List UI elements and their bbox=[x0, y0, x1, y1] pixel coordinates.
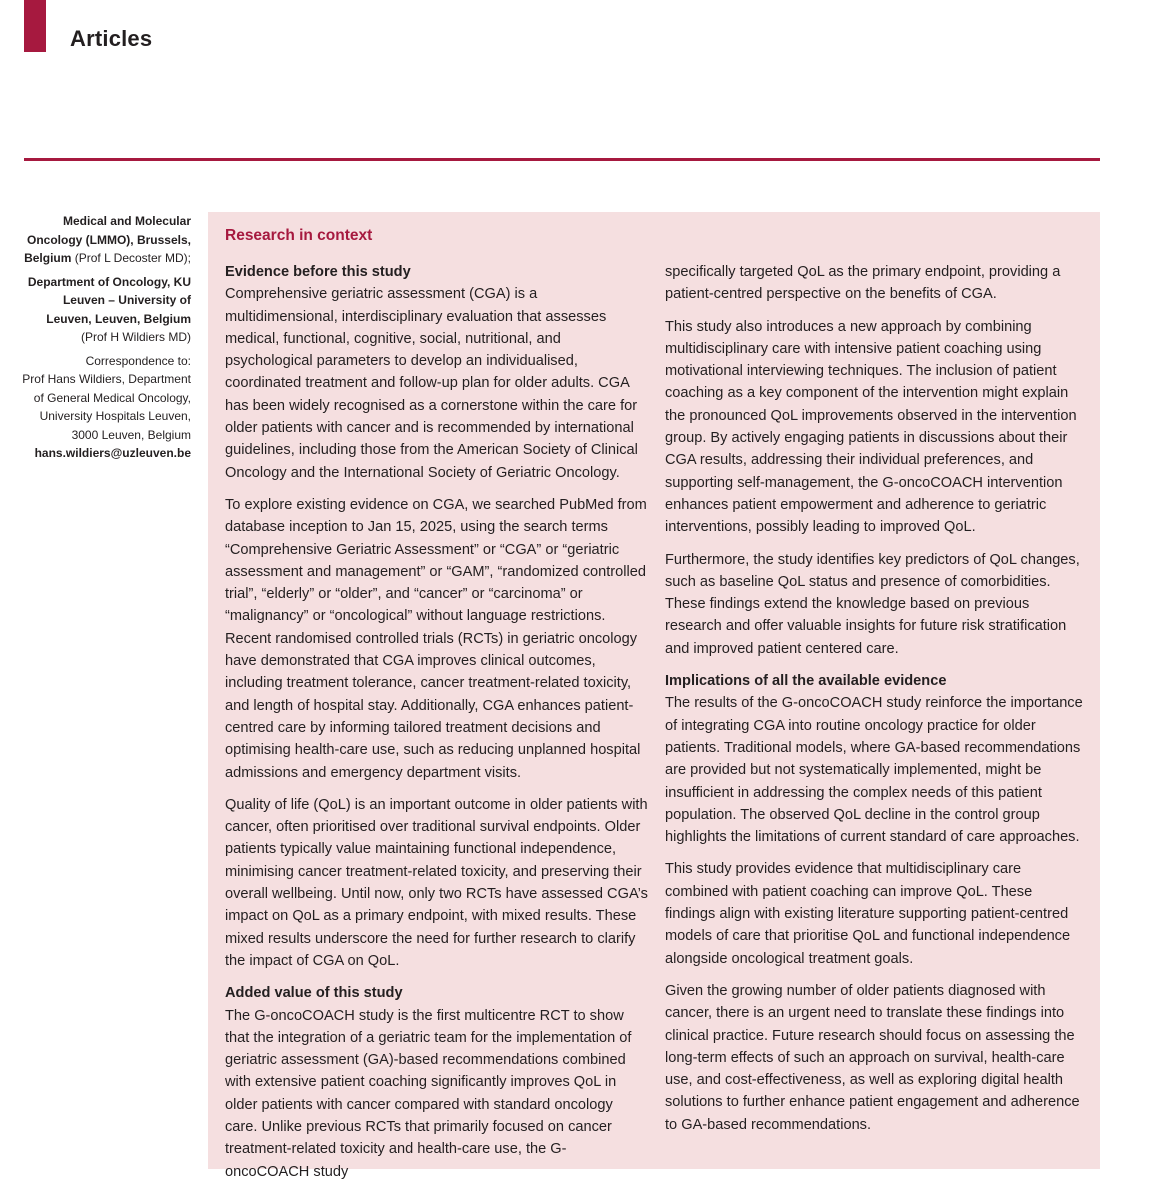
email-text[interactable]: hans.wildiers@uzleuven.be bbox=[34, 446, 191, 460]
panel-left-column bbox=[225, 261, 648, 1193]
correspondence-email[interactable] bbox=[18, 444, 191, 463]
affiliation-2 bbox=[18, 273, 191, 347]
correspondence-address: Prof Hans Wildiers, Department of General Medical Oncology, University Hospitals Leuven, 3000 Leuven, Belgium bbox=[22, 372, 191, 442]
section-label: Articles bbox=[70, 26, 153, 51]
evidence-paragraph-1: Comprehensive geriatric assessment (CGA) is a multidimensional, interdisciplinary evaluation that assesses medical, functional, cognitive, social, nutritional, and psychological parameters to develop an individualised, coordinated treatment and follow-up plan for older adults. CGA has been widely recognised as a cornerstone within the care for older patients with cancer and is recommended by international guidelines, including those from the American Society of Clinical Oncology and the International Society of Geriatric Oncology. bbox=[225, 286, 638, 481]
implications-paragraph-3: Given the growing number of older patients diagnosed with cancer, there is an urgent need to translate these findings into clinical practice. Future research should focus on assessing the long-term effects of such an approach on survival, health-care use, and cost-effectiveness, as well as exploring digital health solutions to further enhance patient engagement and adherence to GA-based recommendations. bbox=[665, 982, 1080, 1133]
correspondence-label: Correspondence to: bbox=[85, 353, 191, 368]
added-value-paragraph-2: This study also introduces a new approach by combining multidisciplinary care with intensive patient coaching using motivational interviewing techniques. The inclusion of patient coaching as a key component of the intervention might explain the pronounced QoL improvements observed in the intervention group. By actively engaging patients in discussions about their CGA results, addressing their individual preferences, and supporting self-management, the G-oncoCOACH intervention enhances patient empowerment and adherence to geriatric interventions, possibly leading to improved QoL. bbox=[665, 318, 1077, 536]
added-value-paragraph-1-end: specifically targeted QoL as the primary endpoint, providing a patient-centred perspective on the benefits of CGA. bbox=[665, 264, 1061, 303]
affiliation-2-person: (Prof H Wildiers MD) bbox=[81, 330, 191, 344]
added-value-heading: Added value of this study bbox=[225, 985, 403, 1002]
affiliation-1 bbox=[18, 212, 191, 268]
panel-title: Research in context bbox=[225, 227, 373, 244]
header-rule bbox=[24, 158, 1100, 161]
affiliation-2-institution: Department of Oncology, KU Leuven – University of Leuven, Leuven, Belgium bbox=[27, 274, 191, 326]
added-value-paragraph-1-start: The G-oncoCOACH study is the first multicentre RCT to show that the integration of a geriatric team for the implementation of geriatric assessment (GA)-based recommendations combined with extensive patient coaching significantly improves QoL in older patients with cancer compared with standard oncology care. Unlike previous RCTs that primarily focused on cancer treatment-related toxicity and health-care use, the G-oncoCOACH study bbox=[225, 1007, 632, 1180]
evidence-heading: Evidence before this study bbox=[225, 264, 411, 280]
implications-heading: Implications of all the available evidence bbox=[665, 673, 947, 690]
added-value-paragraph-3: Furthermore, the study identifies key predictors of QoL changes, such as baseline QoL status and presence of comorbidities. These findings extend the knowledge based on previous research and offer valuable insights for future risk stratification and improved patient centered care. bbox=[665, 551, 1080, 657]
affiliation-1-person: (Prof L Decoster MD); bbox=[74, 251, 191, 265]
research-in-context-panel bbox=[208, 212, 1100, 1180]
journal-color-tab bbox=[24, 0, 46, 52]
evidence-paragraph-2: To explore existing evidence on CGA, we searched PubMed from database inception to Jan 15, 2025, using the search terms “Comprehensive Geriatric Assessment” or “CGA” or “geriatric assessment and management” or “GAM”, “randomized controlled trial”, “elderly” or “older”, and “cancer” or “carcinoma” or “malignancy” or “oncological” without language restrictions. Recent randomised controlled trials (RCTs) in geriatric oncology have demonstrated that CGA improves clinical outcomes, including treatment tolerance, cancer treatment-related toxicity, and length of hospital stay. Additionally, CGA enhances patient-centred care by informing tailored treatment decisions and optimising health-care use, such as reducing unplanned hospital admissions and emergency department visits. bbox=[225, 496, 647, 781]
author-affiliations-sidebar bbox=[18, 212, 191, 463]
evidence-paragraph-3: Quality of life (QoL) is an important outcome in older patients with cancer, often prioritised over traditional survival endpoints. Older patients typically value maintaining functional independence, minimising cancer treatment-related toxicity, and preserving their overall wellbeing. Until now, only two RCTs have assessed CGA’s impact on QoL as a primary endpoint, with mixed results. These mixed results underscore the need for further research to clarify the impact of CGA on QoL. bbox=[225, 796, 648, 969]
implications-paragraph-2: This study provides evidence that multidisciplinary care combined with patient coaching can improve QoL. These findings align with existing literature supporting patient-centred models of care that prioritise QoL and functional independence alongside oncological treatment goals. bbox=[665, 861, 1071, 967]
implications-paragraph-1: The results of the G-oncoCOACH study reinforce the importance of integrating CGA into routine oncology practice for older patients. Traditional models, where GA-based recommendations are provided but not systematically implemented, might be insufficient in addressing the complex needs of this patient population. The observed QoL decline in the control group highlights the limitations of current standard of care approaches. bbox=[665, 695, 1083, 846]
affiliation-1-institution: Medical and Molecular Oncology (LMMO), Brussels, Belgium bbox=[24, 214, 191, 265]
panel-right-column bbox=[665, 261, 1085, 1146]
